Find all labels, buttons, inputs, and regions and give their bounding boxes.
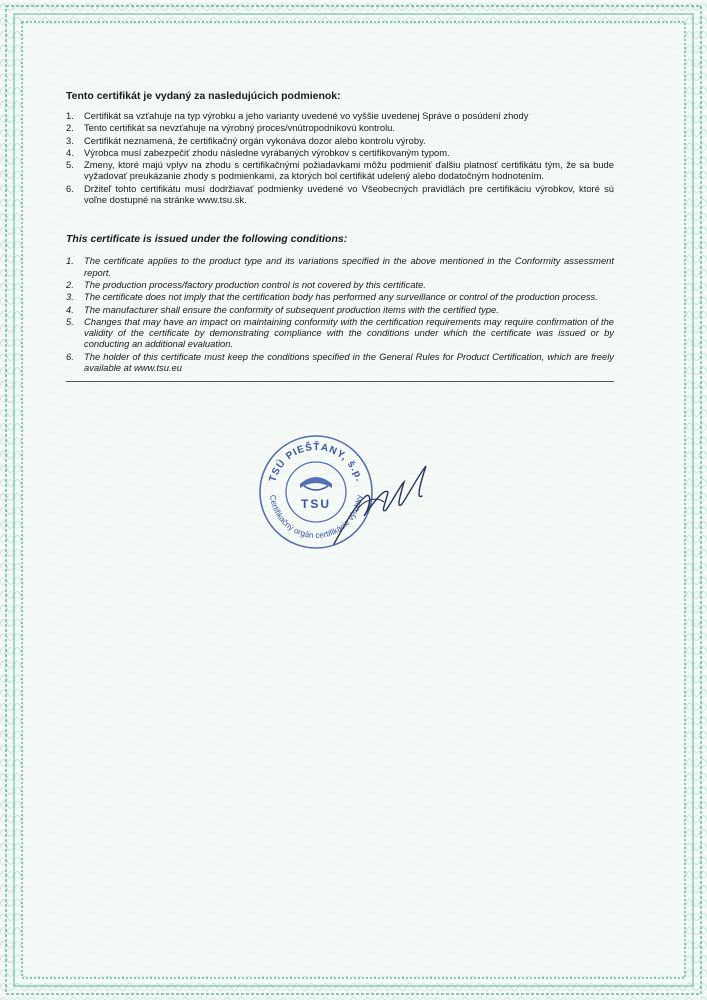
stamp-top-text: TSÚ PIEŠŤANY, š.p. — [267, 441, 365, 484]
list-item: 2. The production process/factory production control is not covered by this certificate. — [66, 278, 426, 290]
list-item: 3. Certifikát neznamená, že certifikačný orgán vykonáva dozor alebo kontrolu výroby. — [66, 134, 426, 146]
conditions-content — [66, 90, 614, 382]
slovak-heading: Tento certifikát je vydaný za nasledujúcich podmienok: — [66, 90, 341, 102]
list-item: 1. The certificate applies to the product type and its variations specified in the above mentioned in the Conformity assessment report. — [66, 255, 614, 278]
stamp-bottom-text: Certifikačný orgán certifikácie výrobky — [268, 494, 364, 541]
list-item: 6. Držiteľ tohto certifikátu musí dodržiavať podmienky uvedené vo Všeobecných pravidlách pre certifikáciu výrobkov, ktoré sú voľne dostupné na stránke www.tsu.sk. — [66, 182, 614, 206]
list-item: 4. Výrobca musí zabezpečiť zhodu následne vyrábaných výrobkov s certifikovaným typom. — [66, 146, 450, 158]
signature-image — [326, 452, 446, 552]
stamp-center-text: TSU — [301, 497, 331, 511]
list-item: 6. The holder of this certificate must keep the conditions specified in the General Rules for Product Certification, which are freely available at www.tsu.eu — [66, 350, 614, 374]
list-item: 3. The certificate does not imply that the certification body has performed any surveillance or control of the production process. — [66, 291, 598, 303]
english-heading: This certificate is issued under the following conditions: — [66, 233, 348, 246]
english-conditions-list — [66, 255, 614, 373]
list-item: 5. Changes that may have an impact on maintaining conformity with the certification requirements may require confirmation of the validity of the certificate by demonstrating compliance with the conditions under which the certificate was issued or by conducting an additional evaluation. — [66, 315, 614, 350]
divider-line — [66, 381, 614, 382]
list-item: 4. The manufacturer shall ensure the conformity of subsequent production items with the certified type. — [66, 303, 499, 315]
list-item: 5. Zmeny, ktoré majú vplyv na zhodu s certifikačnými požiadavkami môžu podmieniť ďalšiu platnosť certifikátu tým, že sa bude vyžadovať preukázanie zhody s podmienkami, za ktorých bol certifikát udelený alebo dodatočným hodnotením. — [66, 159, 614, 182]
list-item: 1. Certifikát sa vzťahuje na typ výrobku a jeho varianty uvedené vo vyššie uvedenej Správe o posúdení zhody — [66, 110, 529, 121]
list-item: 2. Tento certifikát sa nevzťahuje na výrobný proces/vnútropodnikovú kontrolu. — [66, 122, 395, 134]
slovak-conditions-list — [66, 110, 614, 205]
